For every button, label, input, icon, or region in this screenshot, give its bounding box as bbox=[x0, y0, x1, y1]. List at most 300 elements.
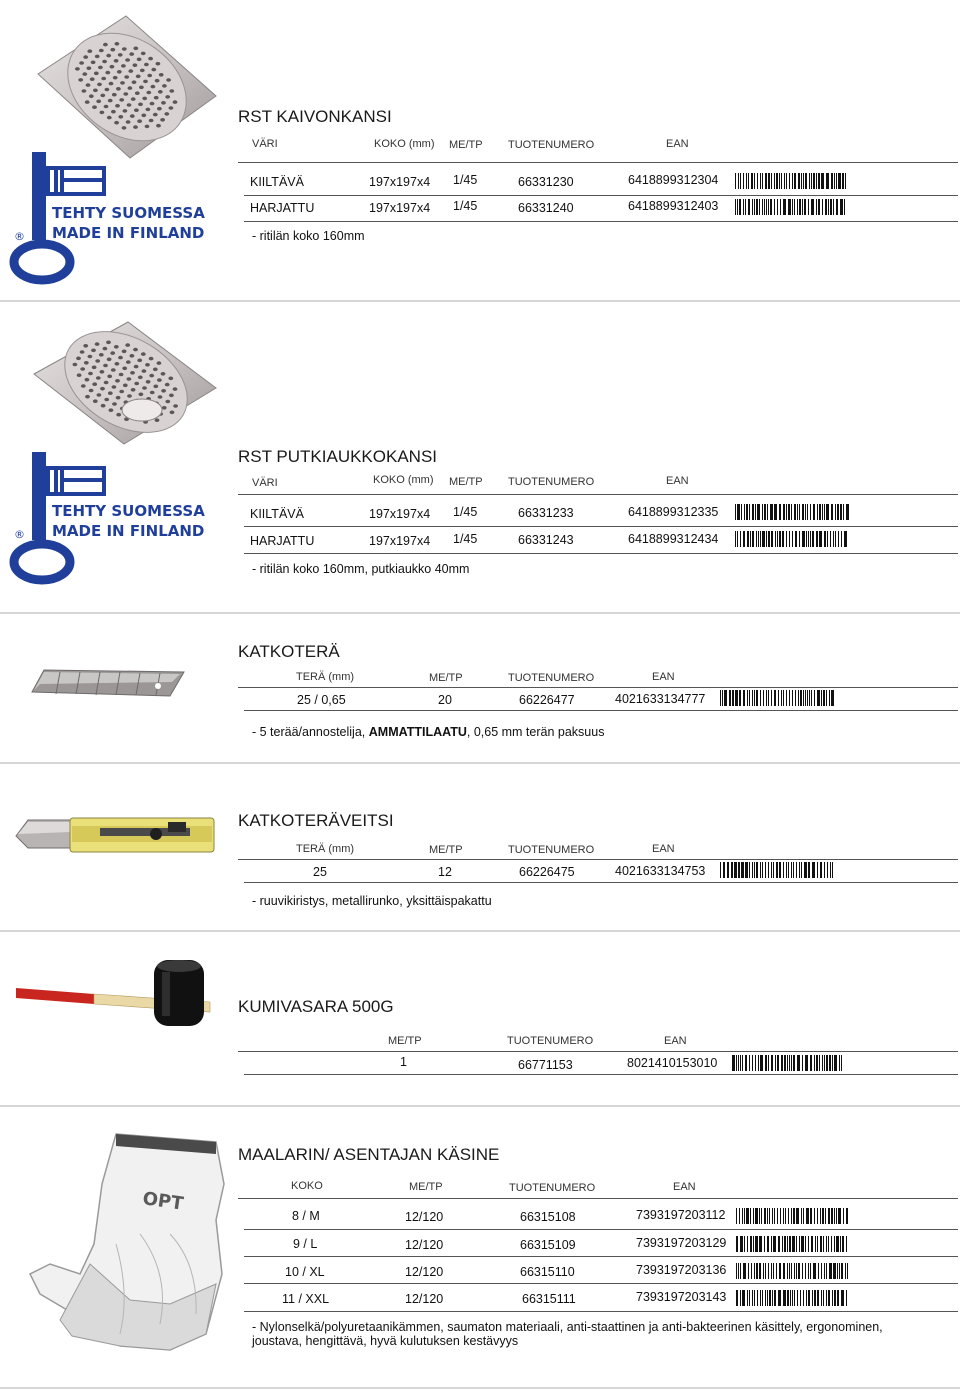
barcode-bar bbox=[748, 1263, 749, 1279]
barcode-bar bbox=[749, 690, 750, 706]
cell-metp: 12/120 bbox=[405, 1210, 444, 1224]
drain-hole bbox=[103, 364, 108, 368]
barcode-bar bbox=[771, 1055, 773, 1071]
drain-hole bbox=[144, 63, 149, 67]
drain-hole bbox=[85, 100, 90, 104]
barcode-bar bbox=[820, 1208, 821, 1224]
barcode-bar bbox=[744, 504, 745, 520]
drain-hole bbox=[161, 372, 166, 376]
barcode-bar bbox=[808, 862, 810, 878]
barcode-bar bbox=[841, 1055, 842, 1071]
barcode-bar bbox=[810, 1055, 812, 1071]
barcode-bar bbox=[760, 862, 761, 878]
cell-ean: 6418899312335 bbox=[628, 505, 719, 519]
section-divider bbox=[0, 300, 960, 302]
barcode-bar bbox=[818, 199, 820, 215]
barcode-bar bbox=[762, 531, 765, 547]
barcode-bar bbox=[808, 531, 809, 547]
drain-hole bbox=[137, 58, 142, 62]
drain-hole bbox=[119, 373, 124, 377]
drain-hole bbox=[88, 355, 93, 359]
drain-hole bbox=[117, 70, 122, 74]
drain-hole bbox=[164, 112, 169, 116]
section-divider bbox=[0, 930, 960, 932]
barcode-bar bbox=[757, 504, 760, 520]
barcode-bar bbox=[837, 504, 839, 520]
barcode-bar bbox=[842, 1236, 844, 1252]
barcode-bar bbox=[792, 199, 793, 215]
barcode-bar bbox=[829, 1055, 831, 1071]
barcode-bar bbox=[763, 1263, 764, 1279]
barcode-bar bbox=[760, 1290, 761, 1306]
cell-tuotenumero: 66771153 bbox=[518, 1058, 573, 1072]
cell-koko: 11 / XXL bbox=[282, 1292, 330, 1306]
drain-hole bbox=[142, 386, 147, 390]
barcode-bar bbox=[846, 1236, 847, 1252]
barcode-bar bbox=[822, 504, 823, 520]
drain-hole bbox=[100, 94, 105, 98]
barcode-bar bbox=[768, 862, 769, 878]
barcode-bar bbox=[766, 531, 767, 547]
drain-hole bbox=[118, 356, 123, 360]
drain-hole bbox=[89, 94, 94, 98]
barcode-bar bbox=[751, 1263, 752, 1279]
barcode-bar bbox=[765, 1263, 766, 1279]
header-tera: TERÄ (mm) bbox=[296, 843, 355, 855]
barcode-bar bbox=[773, 862, 774, 878]
barcode-bar bbox=[783, 199, 786, 215]
drain-hole bbox=[149, 119, 154, 123]
barcode-bar bbox=[735, 531, 736, 547]
barcode-bar bbox=[738, 1055, 739, 1071]
barcode-bar bbox=[777, 531, 778, 547]
barcode-bar bbox=[805, 690, 806, 706]
logo-line1: TEHTY SUOMESSA bbox=[52, 502, 205, 520]
drain-hole bbox=[121, 64, 126, 68]
barcode-bar bbox=[745, 862, 748, 878]
drain-hole bbox=[162, 406, 167, 410]
barcode bbox=[735, 531, 849, 547]
drain-hole bbox=[111, 368, 116, 372]
barcode-bar bbox=[843, 504, 844, 520]
barcode-bar bbox=[824, 1055, 825, 1071]
cell-metp: 1/45 bbox=[453, 173, 478, 187]
barcode-bar bbox=[805, 1055, 808, 1071]
cell-ean: 7393197203112 bbox=[636, 1208, 726, 1222]
drain-hole bbox=[118, 115, 123, 119]
barcode-bar bbox=[781, 1055, 783, 1071]
barcode-bar bbox=[739, 199, 741, 215]
work-glove-image bbox=[20, 1124, 232, 1356]
barcode-bar bbox=[756, 1263, 758, 1279]
drain-hole bbox=[133, 348, 138, 352]
drain-hole bbox=[127, 394, 132, 398]
barcode-bar bbox=[820, 862, 822, 878]
barcode-bar bbox=[768, 1055, 769, 1071]
barcode-bar bbox=[743, 173, 744, 189]
drain-hole bbox=[100, 370, 105, 374]
drain-hole bbox=[173, 404, 178, 408]
cell-tuotenumero: 66331233 bbox=[518, 506, 574, 520]
barcode-bar bbox=[737, 531, 738, 547]
cell-koko: 197x197x4 bbox=[369, 201, 431, 215]
barcode-bar bbox=[841, 531, 842, 547]
barcode-bar bbox=[749, 862, 750, 878]
barcode-bar bbox=[809, 690, 810, 706]
barcode-bar bbox=[819, 504, 821, 520]
table-header-rule bbox=[238, 687, 958, 688]
drain-hole bbox=[78, 78, 83, 82]
barcode-bar bbox=[803, 690, 804, 706]
barcode-bar bbox=[817, 1208, 818, 1224]
barcode-bar bbox=[744, 1236, 745, 1252]
barcode-bar bbox=[802, 531, 805, 547]
barcode-bar bbox=[789, 1055, 790, 1071]
drain-hole bbox=[104, 105, 109, 109]
barcode-bar bbox=[754, 1290, 755, 1306]
barcode-bar bbox=[839, 1263, 840, 1279]
barcode-bar bbox=[813, 173, 815, 189]
barcode-bar bbox=[757, 173, 758, 189]
barcode-bar bbox=[799, 504, 800, 520]
barcode-bar bbox=[752, 862, 753, 878]
header-metp: ME/TP bbox=[449, 476, 483, 488]
drain-hole bbox=[108, 391, 113, 395]
pipe-opening-cover-image bbox=[30, 318, 220, 448]
drain-hole bbox=[151, 68, 156, 72]
drain-hole bbox=[93, 399, 98, 403]
drain-hole bbox=[159, 73, 164, 77]
barcode-bar bbox=[817, 862, 818, 878]
barcode-bar bbox=[837, 1263, 838, 1279]
barcode-bar bbox=[779, 1263, 781, 1279]
barcode-bar bbox=[805, 504, 806, 520]
table-header-rule bbox=[238, 494, 958, 495]
barcode-bar bbox=[775, 1055, 776, 1071]
barcode-bar bbox=[807, 690, 808, 706]
barcode-bar bbox=[798, 690, 799, 706]
drain-hole bbox=[85, 378, 90, 382]
barcode-bar bbox=[764, 1208, 766, 1224]
barcode-bar bbox=[723, 862, 725, 878]
glove-brand: OPT bbox=[141, 1188, 185, 1215]
drain-hole bbox=[75, 67, 80, 71]
drain-hole bbox=[165, 383, 170, 387]
drain-hole bbox=[87, 66, 92, 70]
barcode-bar bbox=[793, 862, 794, 878]
drain-hole bbox=[142, 369, 147, 373]
barcode-bar bbox=[768, 690, 769, 706]
barcode-bar bbox=[816, 1055, 818, 1071]
drain-hole bbox=[107, 375, 112, 379]
barcode-bar bbox=[772, 1290, 773, 1306]
barcode-bar bbox=[784, 1236, 786, 1252]
barcode-bar bbox=[740, 531, 741, 547]
note-suffix: , 0,65 mm terän paksuus bbox=[466, 725, 605, 739]
cell-metp: 1/45 bbox=[453, 505, 478, 519]
barcode-bar bbox=[759, 1263, 761, 1279]
barcode-bar bbox=[745, 1055, 747, 1071]
barcode-bar bbox=[741, 504, 742, 520]
barcode-bar bbox=[804, 862, 807, 878]
cell-tuotenumero: 66331240 bbox=[518, 201, 574, 215]
header-koko: KOKO (mm) bbox=[373, 474, 434, 486]
barcode-bar bbox=[792, 173, 793, 189]
barcode-bar bbox=[737, 199, 738, 215]
barcode-bar bbox=[785, 1208, 786, 1224]
drain-hole bbox=[106, 341, 111, 345]
barcode-bar bbox=[786, 504, 787, 520]
barcode-bar bbox=[826, 173, 829, 189]
drain-hole bbox=[122, 367, 127, 371]
drain-hole bbox=[95, 55, 100, 59]
barcode-bar bbox=[793, 1208, 795, 1224]
barcode-bar bbox=[844, 531, 847, 547]
barcode-bar bbox=[826, 1055, 828, 1071]
barcode-bar bbox=[762, 173, 763, 189]
row-rule bbox=[244, 526, 958, 527]
barcode-bar bbox=[749, 1290, 750, 1306]
section-divider bbox=[0, 1105, 960, 1107]
table-header-rule bbox=[238, 859, 958, 860]
barcode-bar bbox=[764, 504, 766, 520]
barcode-bar bbox=[846, 504, 849, 520]
barcode-bar bbox=[834, 1290, 836, 1306]
barcode-bar bbox=[802, 1055, 803, 1071]
drain-cover-image bbox=[34, 12, 220, 162]
rubber-mallet-image bbox=[14, 958, 214, 1030]
row-rule bbox=[244, 882, 958, 883]
barcode-bar bbox=[847, 1263, 848, 1279]
table-header-rule bbox=[238, 162, 958, 163]
drain-hole bbox=[138, 376, 143, 380]
barcode-bar bbox=[765, 862, 766, 878]
barcode-bar bbox=[736, 1236, 738, 1252]
drain-hole bbox=[105, 88, 110, 92]
made-in-finland-logo bbox=[8, 150, 205, 286]
barcode-bar bbox=[765, 1055, 767, 1071]
drain-hole bbox=[153, 368, 158, 372]
barcode-bar bbox=[823, 1236, 824, 1252]
barcode-bar bbox=[793, 1055, 795, 1071]
drain-hole bbox=[131, 388, 136, 392]
barcode-bar bbox=[797, 199, 798, 215]
barcode-bar bbox=[735, 690, 738, 706]
barcode bbox=[736, 1290, 850, 1306]
section-title-kumivasara: KUMIVASARA 500G bbox=[238, 997, 394, 1016]
logo-line2: MADE IN FINLAND bbox=[52, 522, 205, 540]
drain-hole bbox=[122, 47, 127, 51]
barcode-bar bbox=[756, 862, 758, 878]
barcode-bar bbox=[803, 1208, 804, 1224]
header-ean: EAN bbox=[664, 1035, 687, 1047]
barcode-bar bbox=[829, 690, 830, 706]
drain-hole bbox=[114, 345, 119, 349]
drain-hole bbox=[91, 61, 96, 65]
drain-hole bbox=[95, 359, 100, 363]
barcode-bar bbox=[756, 531, 757, 547]
barcode-bar bbox=[783, 1208, 784, 1224]
barcode-bar bbox=[794, 199, 795, 215]
barcode-bar bbox=[832, 1055, 833, 1071]
barcode-bar bbox=[732, 1055, 735, 1071]
drain-hole bbox=[110, 351, 115, 355]
cell-ean: 4021633134753 bbox=[615, 864, 706, 878]
barcode-bar bbox=[738, 1263, 739, 1279]
barcode-bar bbox=[797, 1290, 798, 1306]
section-divider bbox=[0, 612, 960, 614]
barcode-bar bbox=[722, 690, 723, 706]
barcode-bar bbox=[799, 531, 800, 547]
cell-metp: 1 bbox=[400, 1055, 407, 1069]
drain-hole bbox=[146, 380, 151, 384]
cell-tera: 25 / 0,65 bbox=[297, 693, 346, 707]
drain-hole bbox=[150, 391, 155, 395]
barcode-bar bbox=[803, 1290, 804, 1306]
barcode-bar bbox=[786, 862, 787, 878]
cell-koko: 10 / XL bbox=[285, 1265, 325, 1279]
drain-hole bbox=[156, 124, 161, 128]
header-ean: EAN bbox=[673, 1181, 696, 1193]
barcode-bar bbox=[827, 862, 828, 878]
barcode-bar bbox=[813, 504, 815, 520]
barcode-bar bbox=[838, 531, 839, 547]
row-rule bbox=[244, 1256, 958, 1257]
barcode-bar bbox=[795, 690, 796, 706]
cell-ean: 7393197203136 bbox=[636, 1263, 727, 1277]
barcode-bar bbox=[811, 199, 814, 215]
drain-hole bbox=[129, 52, 134, 56]
drain-hole bbox=[111, 110, 116, 114]
drain-hole bbox=[119, 390, 124, 394]
barcode-bar bbox=[771, 1236, 772, 1252]
barcode bbox=[720, 862, 836, 878]
barcode-bar bbox=[830, 531, 831, 547]
barcode-bar bbox=[788, 862, 789, 878]
barcode-bar bbox=[778, 1236, 780, 1252]
cell-metp: 1/45 bbox=[453, 199, 478, 213]
drain-hole bbox=[143, 80, 148, 84]
barcode-bar bbox=[820, 1236, 822, 1252]
drain-hole bbox=[92, 105, 97, 109]
drain-hole bbox=[73, 363, 78, 367]
barcode-bar bbox=[821, 173, 824, 189]
barcode-bar bbox=[752, 199, 753, 215]
drain-hole bbox=[91, 349, 96, 353]
barcode-bar bbox=[827, 531, 828, 547]
barcode-bar bbox=[749, 504, 750, 520]
barcode-bar bbox=[766, 199, 767, 215]
barcode-bar bbox=[746, 504, 748, 520]
barcode-bar bbox=[835, 504, 836, 520]
drain-hole bbox=[107, 116, 112, 120]
barcode-bar bbox=[822, 1208, 824, 1224]
drain-hole bbox=[116, 413, 121, 417]
drain-hole bbox=[122, 126, 127, 130]
cell-tuotenumero: 66226475 bbox=[519, 865, 575, 879]
barcode-bar bbox=[765, 1290, 766, 1306]
barcode-bar bbox=[762, 504, 763, 520]
barcode-bar bbox=[831, 1236, 832, 1252]
drain-hole bbox=[103, 43, 108, 47]
barcode-bar bbox=[788, 1208, 789, 1224]
barcode bbox=[735, 504, 849, 520]
drain-hole bbox=[107, 358, 112, 362]
drain-hole bbox=[130, 114, 135, 118]
cell-vari: KIILTÄVÄ bbox=[250, 175, 304, 189]
barcode-bar bbox=[762, 1290, 763, 1306]
drain-hole bbox=[124, 75, 129, 79]
barcode-bar bbox=[837, 1290, 839, 1306]
barcode-bar bbox=[828, 1236, 829, 1252]
barcode-bar bbox=[817, 690, 820, 706]
cell-tuotenumero: 66331243 bbox=[518, 533, 574, 547]
barcode-bar bbox=[768, 173, 770, 189]
drain-hole bbox=[137, 359, 142, 363]
section-title-katkotera: KATKOTERÄ bbox=[238, 642, 340, 661]
drain-hole bbox=[153, 113, 158, 117]
barcode-bar bbox=[830, 199, 832, 215]
drain-hole bbox=[97, 83, 102, 87]
barcode-bar bbox=[835, 531, 836, 547]
cell-metp: 1/45 bbox=[453, 532, 478, 546]
barcode-bar bbox=[796, 862, 797, 878]
barcode-bar bbox=[742, 1055, 743, 1071]
barcode-bar bbox=[760, 1055, 763, 1071]
barcode-bar bbox=[769, 1208, 770, 1224]
header-tuotenumero: TUOTENUMERO bbox=[508, 672, 595, 684]
product-note bbox=[252, 725, 604, 739]
drain-hole bbox=[155, 418, 160, 422]
barcode-bar bbox=[844, 199, 845, 215]
barcode-bar bbox=[768, 1263, 769, 1279]
drain-hole bbox=[123, 384, 128, 388]
barcode-bar bbox=[732, 690, 734, 706]
barcode-bar bbox=[776, 862, 778, 878]
barcode-bar bbox=[742, 1208, 743, 1224]
drain-hole bbox=[87, 49, 92, 53]
drain-hole bbox=[98, 66, 103, 70]
drain-hole bbox=[128, 86, 133, 90]
barcode-bar bbox=[750, 1208, 751, 1224]
barcode-bar bbox=[774, 504, 777, 520]
drain-hole bbox=[97, 393, 102, 397]
drain-hole bbox=[137, 119, 142, 123]
barcode-bar bbox=[783, 504, 785, 520]
barcode-bar bbox=[783, 1263, 785, 1279]
cell-vari: HARJATTU bbox=[250, 534, 315, 548]
header-vari: VÄRI bbox=[252, 477, 278, 489]
barcode-bar bbox=[736, 1055, 737, 1071]
drain-hole bbox=[134, 382, 139, 386]
barcode-bar bbox=[841, 1263, 843, 1279]
barcode-bar bbox=[796, 1236, 797, 1252]
barcode-bar bbox=[818, 173, 820, 189]
barcode-bar bbox=[817, 504, 818, 520]
barcode-bar bbox=[796, 1208, 799, 1224]
barcode-bar bbox=[810, 1208, 812, 1224]
logo-line2: MADE IN FINLAND bbox=[52, 224, 205, 242]
drain-hole bbox=[146, 91, 151, 95]
barcode-bar bbox=[812, 862, 815, 878]
barcode-bar bbox=[783, 690, 784, 706]
barcode-bar bbox=[759, 1236, 762, 1252]
barcode-bar bbox=[786, 531, 787, 547]
barcode-bar bbox=[720, 862, 721, 878]
barcode-bar bbox=[754, 1263, 755, 1279]
barcode-bar bbox=[808, 199, 809, 215]
barcode-bar bbox=[755, 504, 756, 520]
